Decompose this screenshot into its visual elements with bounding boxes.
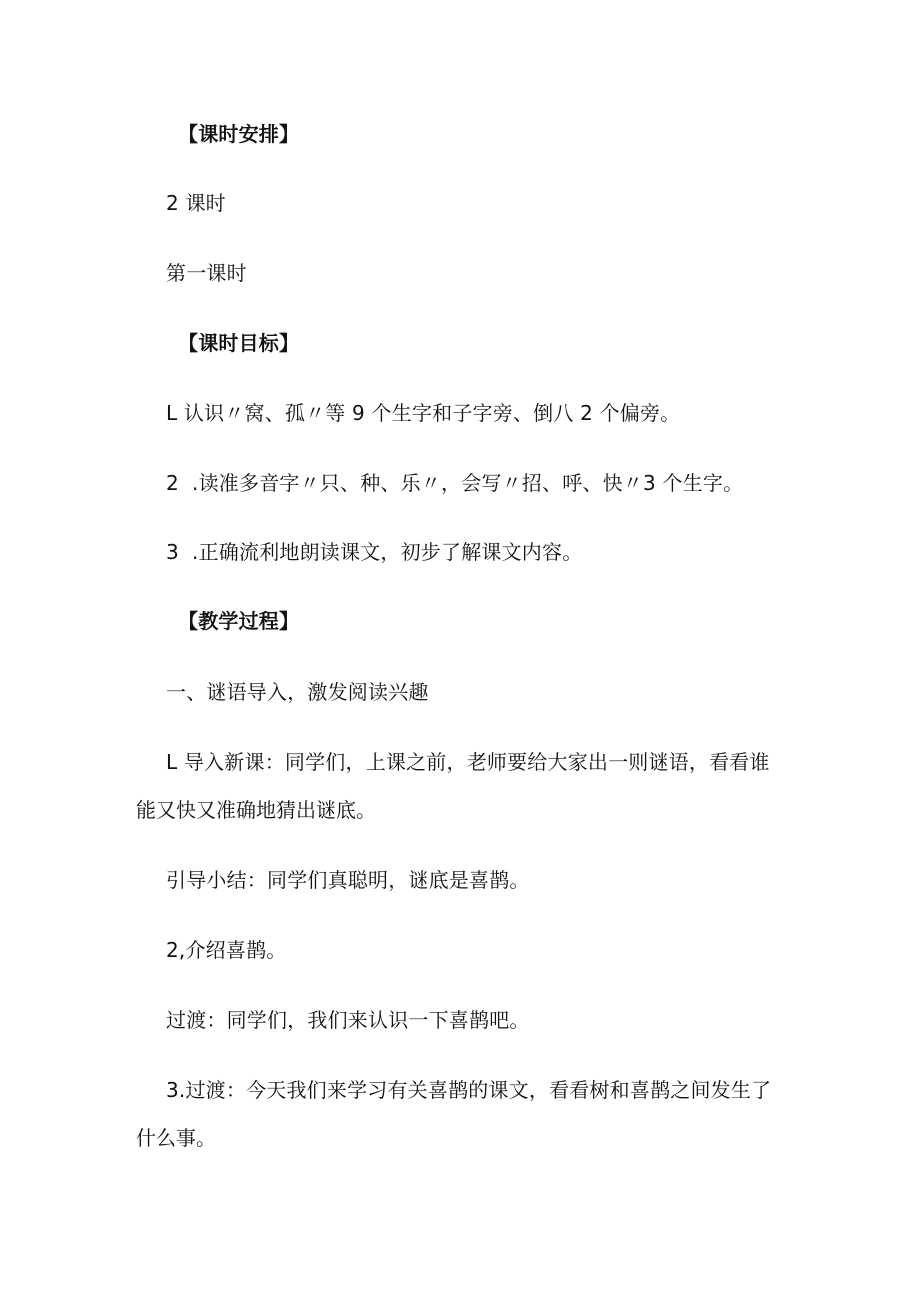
section-heading-schedule: 【课时安排】 (178, 122, 300, 146)
paragraph-lesson-count: 2 课时 (166, 191, 226, 215)
section-heading-objectives: 【课时目标】 (178, 331, 300, 355)
process-paragraph-transition: 过渡：同学们，我们来认识一下喜鹊吧。 (166, 1008, 530, 1032)
process-paragraph-1-line-2: 能又快又准确地猜出谜底。 (136, 798, 376, 822)
process-paragraph-2: 2,介绍喜鹊。 (166, 938, 287, 962)
objective-item-2: 2 .读准多音字〃只、种、乐〃，会写〃招、呼、快〃3 个生字。 (166, 471, 744, 495)
process-paragraph-3-line-1: 3.过渡：今天我们来学习有关喜鹊的课文，看看树和喜鹊之间发生了 (166, 1078, 772, 1102)
paragraph-first-lesson: 第一课时 (166, 261, 247, 285)
objective-item-3: 3 .正确流利地朗读课文，初步了解课文内容。 (166, 540, 583, 564)
process-paragraph-3-line-2: 什么事。 (136, 1126, 216, 1150)
process-paragraph-1-line-1: L 导入新课：同学们，上课之前，老师要给大家出一则谜语，看看谁 (166, 750, 770, 774)
objective-item-1: L 认识〃窝、孤〃等 9 个生字和子字旁、倒八 2 个偏旁。 (166, 401, 681, 425)
process-paragraph-summary: 引导小结：同学们真聪明，谜底是喜鹊。 (166, 868, 530, 892)
process-step-heading: 一、谜语导入，激发阅读兴趣 (166, 680, 429, 704)
section-heading-process: 【教学过程】 (178, 609, 300, 633)
